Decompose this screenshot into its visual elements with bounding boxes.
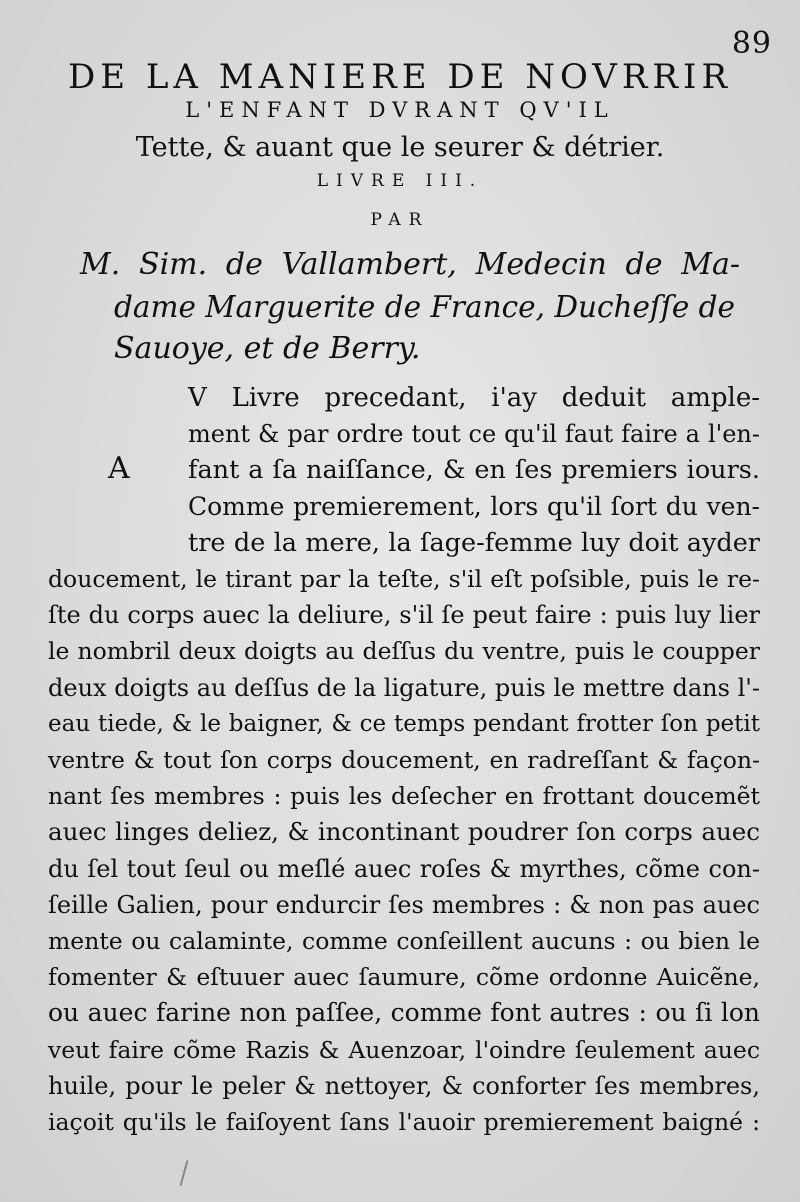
text-line: mente ou calaminte, comme conſeillent aucuns : ou bien le bbox=[48, 927, 760, 956]
text-line: auec linges deliez, & incontinant poudrer ſon corps auec bbox=[48, 817, 760, 847]
text-line: ſeille Galien, pour endurcir ſes membres : & non pas auec bbox=[48, 890, 760, 919]
text-line: huile, pour le peler & nettoyer, & conforter ſes membres, bbox=[48, 1071, 760, 1100]
text-line: deux doigts au deſſus de la ligature, puis le mettre dans l'- bbox=[48, 673, 760, 702]
text-line: ventre & tout ſon corps doucement, en radreſſant & façon- bbox=[48, 746, 760, 775]
author-line-2: dame Marguerite de France, Ducheſſe de bbox=[114, 290, 735, 324]
text-line: ment & par ordre tout ce qu'il faut faire a l'en- bbox=[188, 420, 760, 449]
text-line: du ſel tout ſeul ou meſlé auec roſes & myrthes, cõme con- bbox=[48, 854, 760, 883]
text-line: doucement, le tirant par la teſte, s'il eſt poſsible, puis le re- bbox=[48, 565, 760, 594]
author-line-3: Sauoye, et de Berry. bbox=[114, 331, 421, 366]
body-text bbox=[48, 380, 760, 1140]
text-line: V Livre precedant, i'ay deduit ample- bbox=[188, 383, 760, 413]
by-line: PAR bbox=[370, 210, 430, 230]
ink-mark bbox=[180, 1160, 189, 1186]
text-line: Comme premierement, lors qu'il ſort du ven- bbox=[188, 491, 760, 521]
author-block bbox=[80, 244, 740, 370]
page-number: 89 bbox=[731, 26, 772, 61]
text-line: le nombril deux doigts au deſſus du ventre, puis le coupper bbox=[48, 637, 760, 666]
text-line: iaçoit qu'ils le faiſoyent ſans l'auoir premierement baigné : bbox=[48, 1108, 760, 1137]
text-line: fomenter & eſtuuer auec ſaumure, cõme ordonne Auicẽne, bbox=[48, 963, 760, 992]
text-line: ou auec farine non paſſee, comme font autres : ou ſi lon bbox=[48, 998, 760, 1028]
chapter-title-line-1: DE LA MANIERE DE NOVRRIR bbox=[67, 57, 733, 97]
text-line: fant a ſa naiſſance, & en ſes premiers iours. bbox=[188, 455, 760, 486]
book-heading: LIVRE III. bbox=[316, 171, 484, 191]
text-line: veut faire cõme Razis & Auenzoar, l'oindre ſeulement auec bbox=[48, 1035, 760, 1064]
drop-initial: A bbox=[108, 451, 130, 486]
author-line-1: M. Sim. de Vallambert, Medecin de Ma- bbox=[80, 247, 740, 282]
chapter-title-line-3: Tette, & auant que le seurer & détrier. bbox=[135, 132, 665, 163]
text-line: nant ſes membres : puis les deſecher en frottant doucemẽt bbox=[48, 782, 760, 811]
text-line: ſte du corps auec la deliure, s'il ſe peut faire : puis luy lier bbox=[48, 601, 760, 630]
text-line: tre de la mere, la ſage-femme luy doit ayder bbox=[188, 527, 760, 558]
chapter-title-line-2: L'ENFANT DVRANT QV'IL bbox=[185, 98, 615, 122]
text-line: eau tiede, & le baigner, & ce temps pendant frotter ſon petit bbox=[48, 710, 760, 737]
